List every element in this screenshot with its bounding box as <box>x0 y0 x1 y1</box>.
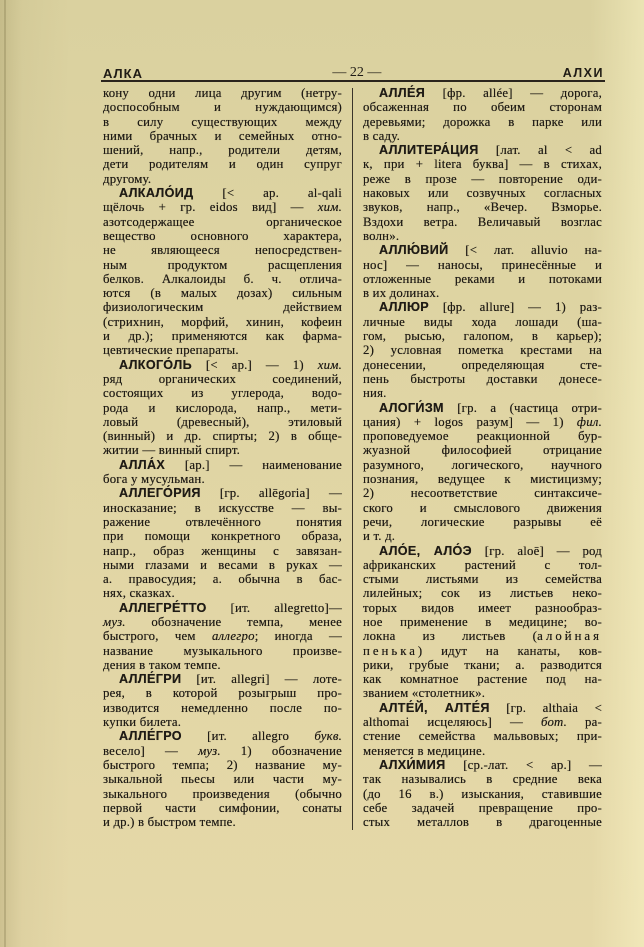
text-segment: в саду. <box>363 128 400 143</box>
text-segment: зыкальной пьесы или части му- <box>103 772 342 787</box>
dictionary-entry <box>363 300 602 400</box>
dictionary-entry <box>103 729 342 829</box>
text-segment: [гр. allēgoria] — <box>200 486 342 501</box>
entry-line <box>103 801 342 815</box>
entry-line <box>103 701 342 715</box>
entry-line <box>363 558 602 572</box>
dictionary-entry <box>363 544 602 701</box>
entry-line <box>103 744 342 758</box>
entry-line <box>363 672 602 686</box>
text-segment: [ит. allegro <box>181 729 315 744</box>
entry-line <box>103 529 342 543</box>
text-segment: в силу существующих между <box>103 114 342 129</box>
text-segment: и т. д. <box>363 529 396 544</box>
entry-line <box>363 729 602 743</box>
text-segment: гом, рысью, галопом, в карьер); <box>363 329 602 344</box>
text-segment: [гр. a (частица отри- <box>443 400 602 415</box>
text-segment: познания, ведущее к мистицизму; <box>363 472 602 487</box>
text-segment: физиологическим действием <box>103 300 342 315</box>
text-segment: иносказание; в искусстве — вы- <box>103 500 342 515</box>
text-segment: отложенные реками и потоками <box>363 271 602 286</box>
entry-line <box>363 686 602 700</box>
text-segment: рики, грубые ткани; а. разводится <box>363 657 602 672</box>
entry-line <box>103 772 342 786</box>
italic-label: бот. <box>540 715 568 730</box>
text-segment: быстрого, чем <box>103 629 212 644</box>
text-segment: лилейных; сок из листьев неко- <box>363 586 602 601</box>
text-segment: и др.) в быстром темпе. <box>103 815 236 830</box>
text-segment: ным продуктом расщепления <box>103 257 342 272</box>
entry-line <box>363 115 602 129</box>
text-segment: [< лат. alluvio на- <box>448 243 602 258</box>
entry-line <box>103 429 342 443</box>
text-segment: изводится немедленно после по- <box>103 700 342 715</box>
entry-line <box>103 329 342 343</box>
entry-line <box>363 372 602 386</box>
text-segment: рея, в которой розыгрыш про- <box>103 686 342 701</box>
entry-line <box>103 143 342 157</box>
entry-line <box>103 129 342 143</box>
headword: АЛКОГО́ЛЬ <box>119 357 193 372</box>
text-segment: весело] — <box>103 743 199 758</box>
dictionary-entry <box>363 243 602 300</box>
italic-label: фил. <box>576 414 602 429</box>
entry-line <box>103 243 342 257</box>
entry-line <box>103 501 342 515</box>
entry-line <box>103 86 342 100</box>
text-segment: (стрихнин, морфий, хинин, кофеин <box>103 314 342 329</box>
text-segment: ное применение в медицине; во- <box>363 614 602 629</box>
entry-line <box>363 715 602 729</box>
headword: АЛЛЕГО́РИЯ <box>119 486 201 501</box>
entry-line <box>363 386 602 400</box>
entry-line <box>103 286 342 300</box>
entry-line <box>103 758 342 772</box>
text-segment: напр., образ женщины с завязан- <box>103 543 342 558</box>
italic-label: аллегро <box>211 629 255 644</box>
italic-label: букв. <box>314 729 342 744</box>
text-segment: быстрого темпа; 2) название му- <box>103 757 342 772</box>
entry-line <box>363 229 602 243</box>
entry-line <box>363 215 602 229</box>
entry-line <box>103 343 342 357</box>
entry-line <box>363 815 602 829</box>
text-segment: донесении, определяющая сте- <box>363 357 602 372</box>
text-segment: разумного, логического, научного <box>363 457 602 472</box>
text-segment: 1) обозначение <box>220 743 342 758</box>
entry-line <box>363 458 602 472</box>
text-segment: ; иногда — <box>254 629 342 644</box>
text-segment: как комнатное растение под на- <box>363 672 602 687</box>
entry-line <box>363 343 602 357</box>
entry-line <box>363 801 602 815</box>
text-segment: [< ар. al-qali <box>193 186 342 201</box>
entry-line <box>103 315 342 329</box>
entry-line <box>363 286 602 300</box>
text-segment: житии — винный спирт. <box>103 443 241 458</box>
text-segment: althomai исцеляюсь] — <box>363 715 541 730</box>
text-segment: 2) несоответствие синтаксиче- <box>363 486 602 501</box>
entry-line <box>103 443 342 457</box>
entry-line <box>363 172 602 186</box>
spaced-text: пенька <box>363 643 418 658</box>
right-column <box>363 86 602 829</box>
text-segment: при помощи конкретного образа, <box>103 529 342 544</box>
entry-line <box>363 544 602 558</box>
entry-line <box>103 458 342 472</box>
text-segment: в их долинах. <box>363 286 440 301</box>
text-segment: жуазной философией отрицание <box>363 443 602 458</box>
text-segment: ) идут на канаты, ков- <box>417 643 602 658</box>
entry-line <box>103 629 342 643</box>
entry-line <box>103 415 342 429</box>
dictionary-entry <box>363 401 602 544</box>
entry-line <box>363 772 602 786</box>
text-segment: звуков, напр., «Вечер. Взморье. <box>363 200 602 215</box>
entry-line <box>363 243 602 257</box>
entry-line <box>103 401 342 415</box>
entry-continuation <box>103 86 342 186</box>
dictionary-entry <box>103 601 342 672</box>
entry-line <box>103 200 342 214</box>
entry-line <box>363 443 602 457</box>
headword: АЛОГИ́ЗМ <box>379 400 444 415</box>
text-segment: (винный) и др. спирты; 2) в обще- <box>103 429 342 444</box>
text-segment: волн». <box>363 228 400 243</box>
text-segment: ра- <box>567 715 602 730</box>
dictionary-entry <box>363 758 602 829</box>
entry-line <box>363 272 602 286</box>
text-segment: обозначение темпа, менее <box>125 614 342 629</box>
entry-line <box>103 372 342 386</box>
text-segment: [< ар.] — 1) <box>192 357 318 372</box>
text-segment: название музыкального произве- <box>103 643 342 658</box>
column-divider <box>352 88 353 830</box>
dictionary-entry <box>103 458 342 487</box>
entry-line <box>363 486 602 500</box>
entry-line <box>363 429 602 443</box>
entry-line <box>363 200 602 214</box>
text-segment: пень быстроты доставки донесе- <box>363 371 602 386</box>
entry-line <box>363 501 602 515</box>
entry-line <box>103 586 342 600</box>
entry-line <box>103 472 342 486</box>
entry-line <box>363 601 602 615</box>
entry-line <box>363 701 602 715</box>
text-segment: 2) условная пометка крестами на <box>363 343 602 358</box>
entry-line <box>103 386 342 400</box>
entry-line <box>363 629 602 643</box>
entry-line <box>103 572 342 586</box>
headword: АЛО́Е, АЛО́Э <box>379 543 472 558</box>
text-segment: ряд органических соединений, <box>103 371 342 386</box>
entry-line <box>363 529 602 543</box>
text-segment: наковых или созвучных согласных <box>363 186 602 201</box>
entry-line <box>363 787 602 801</box>
header-rule <box>101 80 605 82</box>
text-segment: азотсодержащее органическое <box>103 214 342 229</box>
text-segment: личные виды хода лошади (ша- <box>363 314 602 329</box>
text-segment: ловый (древесный), этиловый <box>103 414 342 429</box>
entry-line <box>103 644 342 658</box>
text-segment: локна из листьев ( <box>363 629 538 644</box>
running-head-left: АЛКА <box>103 65 143 81</box>
entry-line <box>103 601 342 615</box>
headword: АЛЛА́Х <box>119 457 166 472</box>
italic-label: муз. <box>198 743 221 758</box>
headword: АЛХИ́МИЯ <box>379 757 446 772</box>
text-segment: к, при + litera буква] — в стихах, <box>363 157 602 172</box>
text-segment: дети родителям и один супруг <box>103 157 342 172</box>
text-segment: [лат. al < ad <box>478 143 602 158</box>
text-segment: шений, напр., родители детям, <box>103 143 342 158</box>
entry-line <box>363 658 602 672</box>
entry-line <box>363 315 602 329</box>
entry-line <box>103 686 342 700</box>
entry-line <box>363 129 602 143</box>
entry-line <box>103 172 342 186</box>
headword: АЛЛЮР <box>379 300 430 315</box>
spaced-text: алойная <box>537 629 602 644</box>
headword: АЛЛЕГРЕ́ТТО <box>119 600 207 615</box>
headword: АЛЛЕ́Я <box>379 86 426 100</box>
text-segment: [фр. allée] — дорога, <box>425 86 602 100</box>
text-segment: ними брачных и семейных отно- <box>103 128 342 143</box>
entry-line <box>363 329 602 343</box>
running-head-right: АЛХИ <box>562 66 604 80</box>
entry-line <box>103 115 342 129</box>
entry-line <box>103 215 342 229</box>
entry-line <box>363 258 602 272</box>
dictionary-entry <box>103 672 342 729</box>
text-segment: ского и смыслового движения <box>363 500 602 515</box>
text-segment: так назывались в средние века <box>363 772 602 787</box>
entry-line <box>103 100 342 114</box>
text-segment: стение семейства мальвовых; при- <box>363 729 602 744</box>
entry-line <box>363 186 602 200</box>
entry-line <box>363 300 602 314</box>
italic-label: хим. <box>317 357 342 372</box>
text-segment: доспособным и нуждающимся) <box>103 100 342 115</box>
text-segment: щёлочь + гр. eidos вид] — <box>103 200 318 215</box>
text-segment: [ар.] — наименование <box>165 457 342 472</box>
text-segment: первой части симфонии, сонаты <box>103 800 342 815</box>
text-segment: и др.); применяются как фарма- <box>103 329 342 344</box>
text-segment: а. правосудия; а. обычна в бас- <box>103 572 342 587</box>
text-segment: стыми листьями из семейства <box>363 572 602 587</box>
dictionary-entry <box>103 358 342 458</box>
dictionary-entry <box>103 486 342 600</box>
text-segment: торых видов имеет разнообраз- <box>363 600 602 615</box>
text-segment: себе задачей превращение про- <box>363 800 602 815</box>
text-segment: [гр. althaia < <box>489 700 602 715</box>
entry-line <box>103 229 342 243</box>
headword: АЛКАЛО́ИД <box>119 186 194 201</box>
text-segment: не являющееся непосредствен- <box>103 243 342 258</box>
entry-line <box>363 157 602 171</box>
entry-line <box>103 186 342 200</box>
entry-line <box>103 558 342 572</box>
text-segment: нях, сказках. <box>103 586 175 601</box>
text-segment: дения в таком темпе. <box>103 657 221 672</box>
entry-line <box>363 758 602 772</box>
text-segment: нос] — наносы, принесённые и <box>363 257 602 272</box>
entry-line <box>103 486 342 500</box>
text-segment: деревьями; дорожка в парке или <box>363 114 602 129</box>
text-segment: кону одни лица другим (нетру- <box>103 86 342 100</box>
entry-line <box>103 300 342 314</box>
text-segment: [гр. aloē] — род <box>471 543 602 558</box>
text-segment: бога у мусульман. <box>103 472 205 487</box>
dictionary-entry <box>103 186 342 358</box>
text-segment: цания) + logos разум] — 1) <box>363 414 577 429</box>
text-segment: проповедуемое реакционной бур- <box>363 429 602 444</box>
entry-line <box>103 272 342 286</box>
text-segment: [ср.-лат. < ар.] — <box>445 757 602 772</box>
text-segment: меняется в медицине. <box>363 743 486 758</box>
entry-line <box>363 358 602 372</box>
entry-line <box>103 258 342 272</box>
entry-line <box>103 729 342 743</box>
entry-line <box>363 100 602 114</box>
entry-line <box>363 86 602 100</box>
entry-line <box>103 658 342 672</box>
text-segment: (до 16 в.) изыскания, ставившие <box>363 786 602 801</box>
entry-line <box>363 143 602 157</box>
text-segment: ными глазами и весами в руках — <box>103 557 342 572</box>
entry-line <box>103 715 342 729</box>
text-segment: ражение отвлечённого понятия <box>103 514 342 529</box>
entry-line <box>103 157 342 171</box>
text-segment: званием «столетник». <box>363 686 486 701</box>
entry-line <box>363 472 602 486</box>
italic-label: муз. <box>103 614 126 629</box>
headword: АЛЛЕ́ГРО <box>119 729 182 744</box>
text-segment: [ит. allegretto]— <box>206 600 342 615</box>
entry-line <box>103 515 342 529</box>
text-segment: белков. Алкалоиды б. ч. отлича- <box>103 271 342 286</box>
entry-line <box>363 615 602 629</box>
text-segment: ния. <box>363 386 387 401</box>
entry-line <box>103 615 342 629</box>
entry-line <box>103 672 342 686</box>
text-segment: обсаженная по обеим сторонам <box>363 100 602 115</box>
text-segment: реже в прозе — повторение оди- <box>363 171 602 186</box>
entry-line <box>363 572 602 586</box>
text-segment: рода и кислорода, напр., мети- <box>103 400 342 415</box>
text-segment: другому. <box>103 171 152 186</box>
text-segment: зыкального произведения (обычно <box>103 786 342 801</box>
headword: АЛЛЕ́ГРИ <box>119 672 182 687</box>
dictionary-entry <box>363 701 602 758</box>
dictionary-entry <box>363 143 602 243</box>
entry-line <box>363 644 602 658</box>
entry-line <box>103 787 342 801</box>
text-segment: африканских растений с тол- <box>363 557 602 572</box>
headword: АЛЛИТЕРА́ЦИЯ <box>379 143 479 158</box>
entry-line <box>363 515 602 529</box>
headword: АЛТЕ́Й, АЛТЕ́Я <box>379 700 490 715</box>
entry-line <box>363 401 602 415</box>
text-segment: речи, логические разрывы её <box>363 514 602 529</box>
entry-line <box>363 415 602 429</box>
italic-label: хим. <box>317 200 342 215</box>
text-segment: Вздохи ветра. Величавый возглас <box>363 214 602 229</box>
page-fold-shadow <box>4 0 6 947</box>
text-segment: цевтические препараты. <box>103 343 239 358</box>
text-segment: вещество основного характера, <box>103 228 342 243</box>
text-segment: стых металлов в драгоценные <box>363 815 602 830</box>
entry-line <box>363 744 602 758</box>
dictionary-entry <box>363 86 602 143</box>
entry-line <box>103 358 342 372</box>
text-segment: состоящих из углерода, водо- <box>103 386 342 401</box>
text-segment: ются (в малых дозах) сильным <box>103 286 342 301</box>
text-segment: [фр. allure] — 1) раз- <box>429 300 602 315</box>
entry-line <box>103 544 342 558</box>
entry-line <box>103 815 342 829</box>
headword: АЛЛЮ́ВИЙ <box>379 243 449 258</box>
text-segment: [ит. allegri] — лоте- <box>181 672 342 687</box>
text-segment: купки билета. <box>103 715 182 730</box>
entry-line <box>363 586 602 600</box>
left-column <box>103 86 342 829</box>
page-number: — 22 — <box>332 65 382 80</box>
